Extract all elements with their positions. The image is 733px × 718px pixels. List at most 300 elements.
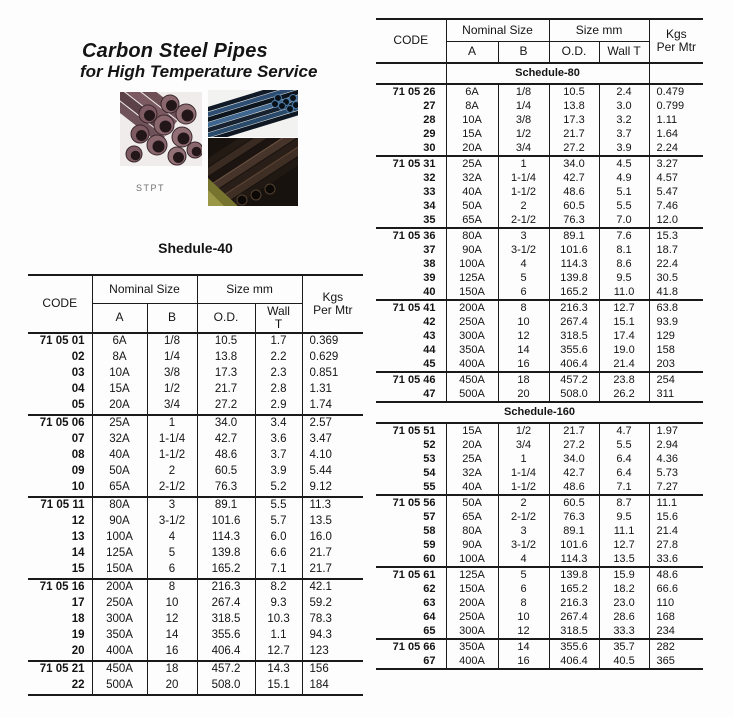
od-cell: 21.7 [197, 382, 255, 398]
code-cell: 60 [376, 552, 446, 567]
kgs-cell: 5.73 [656, 466, 678, 479]
wall-t-cell: 9.3 [255, 596, 302, 612]
od-cell: 101.6 [549, 538, 599, 552]
code-cell: 35 [376, 213, 446, 228]
kgs-cell: 15.3 [649, 228, 703, 243]
wall-t-cell: 4.9 [599, 171, 649, 185]
code-cell: 39 [376, 271, 446, 285]
code-cell: 40 [376, 285, 446, 300]
od-cell: 216.3 [549, 596, 599, 610]
code-cell: 71 05 46 [376, 372, 446, 387]
wall-t-cell: 17.4 [599, 329, 649, 343]
nominal-a-cell: 400A [446, 357, 498, 372]
nominal-a-cell: 400A [446, 654, 498, 669]
col-header-od: O.D. [197, 304, 255, 334]
table-row [28, 644, 363, 661]
od-cell: 27.2 [549, 438, 599, 452]
kgs-cell: 311 [656, 387, 675, 400]
wall-t-cell: 11.0 [599, 285, 649, 300]
code-cell: 47 [376, 387, 446, 402]
wall-t-cell: 7.1 [599, 480, 649, 495]
kgs-cell: 66.6 [656, 582, 678, 595]
kgs-cell: 282 [649, 639, 703, 654]
kgs-cell: 0.851 [309, 367, 339, 380]
nominal-b-cell: 1/2 [498, 423, 549, 438]
nominal-b-cell: 14 [498, 343, 549, 357]
col-header-code: CODE [28, 275, 92, 333]
kgs-cell: 158 [656, 343, 675, 356]
code-cell: 55 [376, 480, 446, 495]
nominal-b-cell: 6 [498, 285, 549, 300]
col-header-code: CODE [376, 19, 446, 63]
kgs-cell: 129 [656, 329, 675, 342]
nominal-b-cell: 16 [147, 644, 197, 661]
kgs-cell: 27.8 [656, 538, 678, 551]
table-row [376, 213, 703, 228]
kgs-cell: 1.74 [309, 399, 332, 412]
wall-t-cell: 7.0 [599, 213, 649, 228]
kgs-cell: 0.369 [302, 333, 363, 350]
table-row [28, 415, 363, 432]
od-cell: 89.1 [197, 497, 255, 514]
wall-t-cell: 28.6 [599, 610, 649, 624]
nominal-a-cell: 200A [446, 300, 498, 315]
table-row [376, 639, 703, 654]
wall-t-cell: 5.7 [255, 514, 302, 530]
band-empty-kgs-cell [649, 63, 703, 84]
col-header-size-mm: Size mm [549, 19, 649, 42]
kgs-cell: 21.7 [309, 547, 332, 560]
kgs-cell: 33.6 [656, 552, 678, 565]
nominal-b-cell: 14 [498, 639, 549, 654]
wall-t-cell: 23.8 [599, 372, 649, 387]
table-row [376, 538, 703, 552]
table-row [376, 185, 703, 199]
nominal-a-cell: 25A [92, 415, 147, 432]
nominal-a-cell: 100A [446, 552, 498, 567]
nominal-a-cell: 40A [92, 448, 147, 464]
kgs-cell: 1.64 [656, 127, 678, 140]
wall-t-cell: 3.2 [599, 113, 649, 127]
nominal-b-cell: 6 [147, 562, 197, 579]
schedule80-160-table [376, 18, 703, 670]
od-cell: 76.3 [197, 480, 255, 497]
schedule-band-label: Schedule-160 [376, 402, 703, 423]
wall-t-cell: 12.7 [255, 644, 302, 661]
kgs-cell: 94.3 [309, 629, 332, 642]
nominal-a-cell: 25A [446, 452, 498, 466]
kgs-cell: 7.27 [656, 480, 678, 493]
nominal-a-cell: 65A [446, 213, 498, 228]
table-row [28, 432, 363, 448]
kgs-cell: 184 [309, 679, 329, 692]
od-cell: 76.3 [549, 510, 599, 524]
nominal-b-cell: 1/2 [498, 127, 549, 141]
kgs-cell: 3.27 [649, 156, 703, 171]
col-header-b: B [498, 42, 549, 64]
nominal-b-cell: 20 [147, 678, 197, 695]
nominal-a-cell: 100A [92, 530, 147, 546]
table-row [376, 524, 703, 538]
od-cell: 508.0 [549, 387, 599, 402]
code-cell: 42 [376, 315, 446, 329]
nominal-a-cell: 32A [446, 466, 498, 480]
nominal-a-cell: 300A [92, 612, 147, 628]
table-row [376, 285, 703, 300]
code-cell: 30 [376, 141, 446, 156]
nominal-a-cell: 40A [446, 185, 498, 199]
od-cell: 17.3 [549, 113, 599, 127]
code-cell: 71 05 41 [376, 300, 446, 315]
kgs-cell: 365 [656, 654, 675, 667]
schedule-band-label: Schedule-80 [446, 63, 649, 84]
kgs-cell: 4.57 [656, 171, 678, 184]
nominal-a-cell: 300A [446, 624, 498, 639]
wall-t-cell: 11.1 [599, 524, 649, 538]
wall-t-cell: 3.4 [255, 415, 302, 432]
col-header-size-mm: Size mm [197, 275, 302, 304]
nominal-a-cell: 90A [92, 514, 147, 530]
code-cell: 02 [28, 350, 92, 366]
od-cell: 60.5 [549, 199, 599, 213]
od-cell: 13.8 [549, 99, 599, 113]
kgs-cell: 48.6 [649, 567, 703, 582]
pipes-photo-bottom-right [208, 138, 298, 206]
table-row [28, 612, 363, 628]
od-cell: 27.2 [197, 398, 255, 415]
wall-t-cell: 5.5 [599, 438, 649, 452]
kgs-cell: 78.3 [309, 613, 332, 626]
kgs-label-line1: Kgs [322, 289, 344, 304]
od-cell: 165.2 [549, 285, 599, 300]
code-cell: 04 [28, 382, 92, 398]
col-header-wall-t: Wall T [599, 42, 649, 64]
wall-label-line1: Wall [267, 303, 290, 318]
band-empty-code-cell [376, 63, 446, 84]
table-row [28, 546, 363, 562]
od-cell: 21.7 [549, 423, 599, 438]
wall-t-cell: 7.6 [599, 228, 649, 243]
nominal-a-cell: 250A [92, 596, 147, 612]
col-header-nominal-size: Nominal Size [92, 275, 197, 304]
kgs-cell: 4.10 [309, 449, 332, 462]
wall-t-cell: 2.2 [255, 350, 302, 366]
table-row [376, 654, 703, 669]
nominal-b-cell: 3/4 [498, 438, 549, 452]
wall-t-cell: 8.6 [599, 257, 649, 271]
od-cell: 406.4 [549, 357, 599, 372]
wall-t-cell: 3.9 [255, 464, 302, 480]
code-cell: 43 [376, 329, 446, 343]
table-row [28, 448, 363, 464]
nominal-b-cell: 12 [498, 329, 549, 343]
od-cell: 355.6 [549, 343, 599, 357]
code-cell: 62 [376, 582, 446, 596]
col-header-b: B [147, 304, 197, 334]
nominal-a-cell: 15A [446, 423, 498, 438]
kgs-cell: 156 [302, 661, 363, 678]
nominal-a-cell: 10A [92, 366, 147, 382]
nominal-a-cell: 40A [446, 480, 498, 495]
nominal-b-cell: 3-1/2 [147, 514, 197, 530]
od-cell: 10.5 [197, 333, 255, 350]
nominal-b-cell: 4 [147, 530, 197, 546]
wall-t-cell: 15.1 [255, 678, 302, 695]
code-cell: 18 [28, 612, 92, 628]
nominal-a-cell: 65A [92, 480, 147, 497]
nominal-b-cell: 3/4 [498, 141, 549, 156]
table-row [376, 596, 703, 610]
page-subtitle: for High Temperature Service [80, 62, 318, 81]
code-cell: 71 05 61 [376, 567, 446, 582]
table-row [376, 510, 703, 524]
code-cell: 52 [376, 438, 446, 452]
code-cell: 03 [28, 366, 92, 382]
nominal-b-cell: 3/8 [147, 366, 197, 382]
nominal-b-cell: 12 [498, 624, 549, 639]
table-row [376, 84, 703, 99]
wall-t-cell: 3.0 [599, 99, 649, 113]
od-cell: 27.2 [549, 141, 599, 156]
code-cell: 34 [376, 199, 446, 213]
kgs-cell: 63.8 [649, 300, 703, 315]
table-row [28, 366, 363, 382]
table-row [376, 582, 703, 596]
nominal-b-cell: 2-1/2 [498, 510, 549, 524]
od-cell: 318.5 [197, 612, 255, 628]
table-row [376, 127, 703, 141]
od-cell: 17.3 [197, 366, 255, 382]
kgs-cell: 1.11 [656, 113, 678, 126]
kgs-cell: 2.57 [302, 415, 363, 432]
code-cell: 38 [376, 257, 446, 271]
table-row [376, 567, 703, 582]
wall-t-cell: 4.5 [599, 156, 649, 171]
nominal-b-cell: 2 [498, 199, 549, 213]
code-cell: 71 05 31 [376, 156, 446, 171]
nominal-a-cell: 350A [446, 343, 498, 357]
wall-t-cell: 5.1 [599, 185, 649, 199]
code-cell: 71 05 51 [376, 423, 446, 438]
table-row [28, 480, 363, 497]
od-cell: 139.8 [549, 271, 599, 285]
kgs-cell: 254 [649, 372, 703, 387]
od-cell: 355.6 [197, 628, 255, 644]
table-row [376, 452, 703, 466]
wall-t-cell: 15.9 [599, 567, 649, 582]
schedule40-table [28, 274, 363, 696]
page-title: Carbon Steel Pipes [82, 40, 268, 62]
wall-t-cell: 6.4 [599, 452, 649, 466]
nominal-a-cell: 15A [92, 382, 147, 398]
kgs-cell: 13.5 [309, 515, 332, 528]
nominal-a-cell: 65A [446, 510, 498, 524]
od-cell: 457.2 [549, 372, 599, 387]
wall-t-cell: 3.7 [599, 127, 649, 141]
code-cell: 71 05 66 [376, 639, 446, 654]
nominal-b-cell: 3/8 [498, 113, 549, 127]
nominal-a-cell: 80A [446, 228, 498, 243]
table-row [376, 357, 703, 372]
kgs-cell: 2.94 [656, 438, 678, 451]
nominal-b-cell: 18 [498, 372, 549, 387]
code-cell: 07 [28, 432, 92, 448]
wall-t-cell: 35.7 [599, 639, 649, 654]
nominal-a-cell: 200A [92, 579, 147, 596]
od-cell: 48.6 [549, 185, 599, 199]
nominal-a-cell: 20A [92, 398, 147, 415]
kgs-cell: 7.46 [656, 199, 678, 212]
nominal-b-cell: 2 [147, 464, 197, 480]
wall-t-cell: 2.4 [599, 84, 649, 99]
wall-t-cell: 14.3 [255, 661, 302, 678]
wall-t-cell: 40.5 [599, 654, 649, 669]
image-caption: STPT [136, 183, 166, 193]
od-cell: 355.6 [549, 639, 599, 654]
code-cell: 53 [376, 452, 446, 466]
od-cell: 114.3 [549, 552, 599, 567]
code-cell: 28 [376, 113, 446, 127]
kgs-cell: 1.31 [309, 383, 332, 396]
nominal-a-cell: 100A [446, 257, 498, 271]
od-cell: 406.4 [549, 654, 599, 669]
col-header-nominal-size: Nominal Size [446, 19, 549, 42]
wall-t-cell: 9.5 [599, 271, 649, 285]
kgs-cell: 2.24 [656, 141, 678, 154]
table-row [376, 438, 703, 452]
nominal-b-cell: 1 [498, 452, 549, 466]
nominal-a-cell: 450A [446, 372, 498, 387]
code-cell: 29 [376, 127, 446, 141]
code-cell: 09 [28, 464, 92, 480]
od-cell: 406.4 [197, 644, 255, 661]
table-row [28, 382, 363, 398]
od-cell: 318.5 [549, 329, 599, 343]
schedule40-heading: Shedule-40 [158, 240, 233, 256]
nominal-b-cell: 3/4 [147, 398, 197, 415]
od-cell: 48.6 [549, 480, 599, 495]
kgs-cell: 93.9 [656, 315, 678, 328]
kgs-cell: 30.5 [656, 271, 678, 284]
od-cell: 89.1 [549, 524, 599, 538]
wall-t-cell: 5.2 [255, 480, 302, 497]
schedule-band-row [376, 402, 703, 423]
wall-t-cell: 2.9 [255, 398, 302, 415]
nominal-a-cell: 125A [92, 546, 147, 562]
od-cell: 165.2 [197, 562, 255, 579]
nominal-b-cell: 1 [498, 156, 549, 171]
wall-t-cell: 3.7 [255, 448, 302, 464]
nominal-a-cell: 400A [92, 644, 147, 661]
od-cell: 114.3 [549, 257, 599, 271]
wall-t-cell: 5.5 [255, 497, 302, 514]
nominal-a-cell: 125A [446, 567, 498, 582]
table-row [376, 257, 703, 271]
od-cell: 42.7 [197, 432, 255, 448]
kgs-cell: 0.629 [309, 351, 339, 364]
wall-t-cell: 9.5 [599, 510, 649, 524]
wall-t-cell: 15.1 [599, 315, 649, 329]
code-cell: 71 05 21 [28, 661, 92, 678]
col-header-kgs [649, 19, 703, 63]
nominal-a-cell: 8A [92, 350, 147, 366]
code-cell: 10 [28, 480, 92, 497]
wall-t-cell: 6.6 [255, 546, 302, 562]
table-row [376, 387, 703, 402]
od-cell: 34.0 [197, 415, 255, 432]
wall-t-cell: 6.0 [255, 530, 302, 546]
kgs-label-line2: Per Mtr [313, 303, 353, 317]
nominal-a-cell: 6A [446, 84, 498, 99]
table-row [376, 156, 703, 171]
table-row [28, 661, 363, 678]
wall-t-cell: 12.7 [599, 538, 649, 552]
nominal-a-cell: 500A [92, 678, 147, 695]
wall-t-cell: 23.0 [599, 596, 649, 610]
nominal-b-cell: 3 [498, 228, 549, 243]
nominal-b-cell: 3-1/2 [498, 243, 549, 257]
nominal-b-cell: 1-1/4 [498, 171, 549, 185]
table-row [376, 300, 703, 315]
nominal-a-cell: 90A [446, 538, 498, 552]
code-cell: 33 [376, 185, 446, 199]
code-cell: 05 [28, 398, 92, 415]
nominal-a-cell: 150A [92, 562, 147, 579]
table-row [28, 333, 363, 350]
col-header-wall-t [255, 304, 302, 334]
table-row [376, 271, 703, 285]
col-header-a: A [92, 304, 147, 334]
code-cell: 27 [376, 99, 446, 113]
od-cell: 42.7 [549, 171, 599, 185]
nominal-b-cell: 1-1/4 [498, 466, 549, 480]
code-cell: 71 05 06 [28, 415, 92, 432]
nominal-a-cell: 80A [446, 524, 498, 538]
col-header-a: A [446, 42, 498, 64]
nominal-b-cell: 2-1/2 [498, 213, 549, 228]
kgs-cell: 1.97 [649, 423, 703, 438]
nominal-b-cell: 5 [498, 271, 549, 285]
nominal-b-cell: 16 [498, 357, 549, 372]
nominal-a-cell: 15A [446, 127, 498, 141]
kgs-cell: 16.0 [309, 531, 332, 544]
kgs-cell: 3.47 [309, 433, 332, 446]
kgs-cell: 15.6 [656, 510, 678, 523]
wall-t-cell: 12.7 [599, 300, 649, 315]
od-cell: 101.6 [197, 514, 255, 530]
wall-t-cell: 3.6 [255, 432, 302, 448]
kgs-cell: 0.479 [649, 84, 703, 99]
wall-t-cell: 2.3 [255, 366, 302, 382]
wall-t-cell: 3.9 [599, 141, 649, 156]
nominal-b-cell: 3-1/2 [498, 538, 549, 552]
nominal-a-cell: 25A [446, 156, 498, 171]
code-cell: 45 [376, 357, 446, 372]
od-cell: 42.7 [549, 466, 599, 480]
code-cell: 59 [376, 538, 446, 552]
nominal-a-cell: 300A [446, 329, 498, 343]
table-row [376, 480, 703, 495]
schedule-band-row [376, 63, 703, 84]
table-row [376, 199, 703, 213]
wall-t-cell: 7.1 [255, 562, 302, 579]
code-cell: 13 [28, 530, 92, 546]
code-cell: 65 [376, 624, 446, 639]
wall-t-cell: 33.3 [599, 624, 649, 639]
wall-t-cell: 1.7 [255, 333, 302, 350]
nominal-a-cell: 10A [446, 113, 498, 127]
wall-t-cell: 21.4 [599, 357, 649, 372]
